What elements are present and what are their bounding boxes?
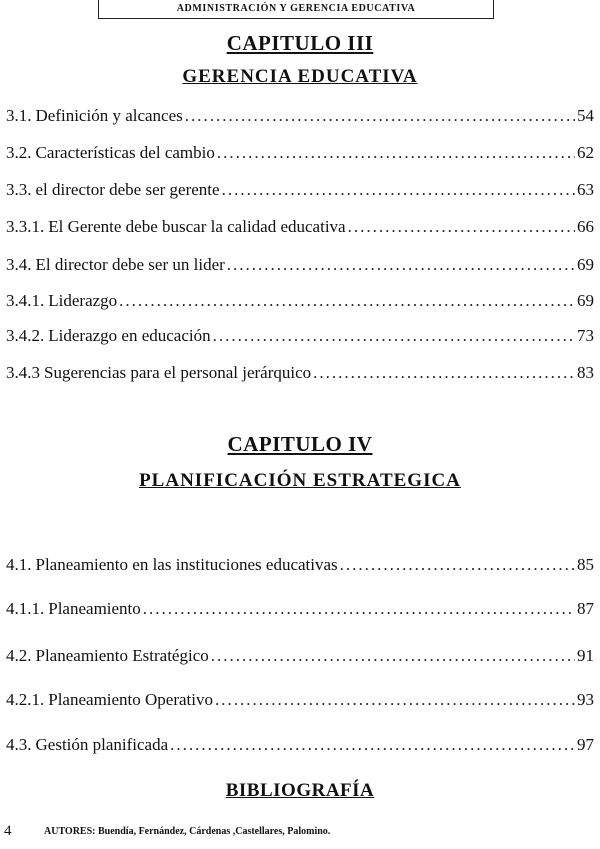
toc-entry-number: 3.1. (6, 106, 32, 125)
toc-entry-4-1-1 (6, 597, 594, 621)
toc-entry-title: el director debe ser gerente (35, 180, 220, 199)
toc-entry-page: 91 (577, 646, 594, 665)
toc-entry-number: 3.4.1. (6, 291, 45, 310)
toc-entry-number: 4.2. (6, 646, 32, 665)
toc-entry-title: Características del cambio (35, 143, 215, 162)
toc-entry-3-4-2 (6, 324, 594, 348)
toc-entry-4-1 (6, 553, 594, 577)
dot-leader (185, 104, 575, 128)
dot-leader (222, 178, 575, 202)
toc-entry-3-1 (6, 104, 594, 128)
toc-entry-title: Definición y alcances (35, 106, 183, 125)
toc-entry-page: 63 (577, 180, 594, 199)
toc-entry-title: El Gerente debe buscar la calidad educativa (48, 217, 346, 236)
dot-leader (119, 289, 575, 313)
toc-entry-number: 3.4.2. (6, 326, 45, 345)
dot-leader (215, 688, 575, 712)
toc-entry-page: 97 (577, 735, 594, 754)
toc-entry-title: Planeamiento en las instituciones educativas (35, 555, 338, 574)
dot-leader (227, 253, 575, 277)
toc-entry-3-3-1 (6, 215, 594, 239)
toc-entry-title: Liderazgo (48, 291, 118, 310)
chapter-4-title: CAPITULO IV (227, 432, 373, 456)
toc-entry-3-2 (6, 141, 594, 165)
bibliography-title: BIBLIOGRAFÍA (225, 780, 375, 801)
toc-entry-page: 83 (577, 363, 594, 382)
dot-leader (211, 644, 575, 668)
dot-leader (213, 324, 575, 348)
toc-entry-4-2 (6, 644, 594, 668)
toc-entry-3-3 (6, 178, 594, 202)
toc-entry-4-2-1 (6, 688, 594, 712)
toc-entry-page: 62 (577, 143, 594, 162)
chapter-4-subtitle: PLANIFICACIÓN ESTRATEGICA (139, 470, 461, 491)
toc-entry-title: El director debe ser un lider (35, 255, 225, 274)
toc-entry-page: 54 (577, 106, 594, 125)
toc-entry-page: 85 (577, 555, 594, 574)
toc-entry-title: Sugerencias para el personal jerárquico (44, 363, 312, 382)
toc-entry-page: 69 (577, 291, 594, 310)
running-header: ADMINISTRACIÓN Y GERENCIA EDUCATIVA (98, 0, 494, 19)
toc-entry-3-4 (6, 253, 594, 277)
toc-entry-number: 4.1.1. (6, 599, 45, 618)
toc-entry-number: 3.3. (6, 180, 32, 199)
dot-leader (340, 553, 575, 577)
toc-entry-number: 4.2.1. (6, 690, 45, 709)
toc-entry-page: 69 (577, 255, 594, 274)
toc-entry-title: Planeamiento Operativo (48, 690, 214, 709)
toc-entry-page: 93 (577, 690, 594, 709)
dot-leader (170, 733, 575, 757)
toc-entry-page: 66 (577, 217, 594, 236)
toc-entry-3-4-3 (6, 361, 594, 385)
toc-entry-number: 3.4.3 (6, 363, 40, 382)
toc-entry-number: 4.3. (6, 735, 32, 754)
chapter-3-title: CAPITULO III (226, 31, 374, 55)
footer-page-number: 4 (4, 823, 12, 839)
dot-leader (348, 215, 575, 239)
dot-leader (313, 361, 575, 385)
toc-entry-page: 87 (577, 599, 594, 618)
toc-entry-title: Gestión planificada (35, 735, 169, 754)
chapter-3-subtitle: GERENCIA EDUCATIVA (182, 66, 418, 87)
dot-leader (217, 141, 575, 165)
toc-entry-title: Planeamiento Estratégico (35, 646, 209, 665)
toc-entry-number: 3.3.1. (6, 217, 45, 236)
toc-entry-page: 73 (577, 326, 594, 345)
toc-entry-title: Planeamiento (48, 599, 141, 618)
toc-entry-3-4-1 (6, 289, 594, 313)
dot-leader (143, 597, 575, 621)
toc-entry-number: 3.4. (6, 255, 32, 274)
toc-entry-number: 3.2. (6, 143, 32, 162)
toc-entry-4-3 (6, 733, 594, 757)
footer-authors: AUTORES: Buendía, Fernández, Cárdenas ,Castellares, Palomino. (44, 826, 331, 837)
toc-entry-number: 4.1. (6, 555, 32, 574)
toc-entry-title: Liderazgo en educación (48, 326, 211, 345)
